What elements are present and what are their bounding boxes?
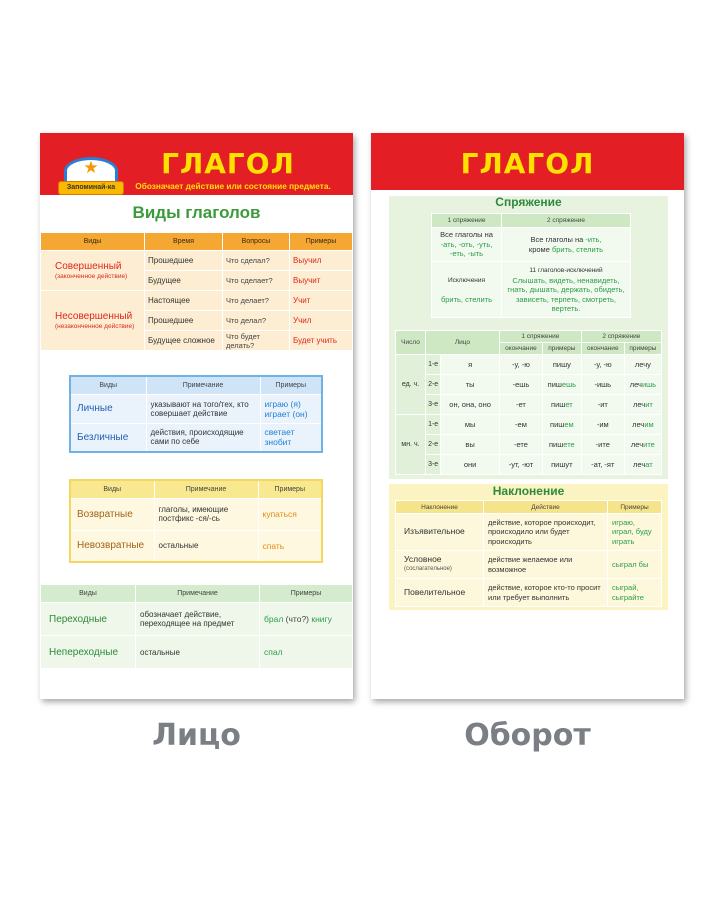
tense-cell: Будущее сложное	[145, 331, 223, 351]
example-cell: спал	[260, 636, 353, 669]
col-header: Число	[396, 331, 426, 355]
table-row	[396, 579, 662, 607]
ending-cell: -ишь	[581, 375, 624, 395]
note-cell: глаголы, имеющие постфикс -ся/-сь	[154, 498, 258, 530]
col-header: Примечание	[154, 480, 258, 498]
note-cell: указывают на того/тех, кто совершает действие	[146, 394, 260, 423]
aspect-kind-perfect	[41, 251, 145, 291]
example-cell	[542, 395, 581, 415]
ending-cell: -у, -ю	[499, 355, 542, 375]
logo-ribbon: Запоминай-ка	[58, 181, 124, 195]
table-header-row	[41, 233, 353, 251]
exceptions-label: Исключения	[447, 276, 486, 284]
endings-table	[395, 330, 662, 475]
col-header: Виды	[41, 233, 145, 251]
table-header-row	[396, 331, 662, 343]
ending-cell: -у, -ю	[581, 355, 624, 375]
conjugation-rules-table	[431, 213, 631, 318]
example-stem: леч	[633, 460, 646, 469]
kind-label: Личные	[70, 394, 146, 423]
pronoun-cell: мы	[441, 415, 500, 435]
transitive-table	[40, 584, 353, 669]
col-header: Примеры	[260, 585, 353, 603]
mood-kind	[396, 551, 484, 579]
note-cell: остальные	[154, 530, 258, 562]
mood-title: Наклонение	[492, 484, 565, 498]
table-row	[41, 251, 353, 271]
example-cell: Выучил	[290, 251, 353, 271]
ending-cell: -ит	[581, 395, 624, 415]
ending-cell: -ет	[499, 395, 542, 415]
table-header-row	[70, 480, 322, 498]
kind-label: Несовершенный	[55, 311, 133, 322]
number-label: мн. ч.	[396, 415, 426, 475]
person-cell: 3-е	[426, 395, 441, 415]
col-header: примеры	[542, 343, 581, 355]
table-row	[41, 636, 353, 669]
exceptions-cell	[432, 262, 502, 318]
example-ending: ет	[565, 400, 573, 409]
col-header: Примеры	[290, 233, 353, 251]
example-ending: ит	[645, 400, 653, 409]
example-cell	[542, 415, 581, 435]
table-row	[432, 228, 631, 262]
col-header: 2 спряжение	[581, 331, 661, 343]
example-ending: ат	[645, 460, 653, 469]
table-row	[396, 395, 662, 415]
example-cell: Будет учить	[290, 331, 353, 351]
example-verb: брал	[264, 614, 284, 624]
tense-cell: Прошедшее	[145, 311, 223, 331]
table-row	[396, 514, 662, 551]
kind-label: Невозвратные	[70, 530, 154, 562]
rule-endings: -ить,	[585, 235, 602, 244]
table-row	[70, 530, 322, 562]
note-cell: действия, происходящие сами по себе	[146, 423, 260, 452]
table-row	[396, 415, 662, 435]
kind-label: Безличные	[70, 423, 146, 452]
back-title: ГЛАГОЛ	[460, 147, 595, 180]
example-cell: Учил	[290, 311, 353, 331]
example-cell	[260, 603, 353, 636]
personal-table	[69, 375, 323, 453]
pronoun-cell: они	[441, 455, 500, 475]
col-header: Время	[145, 233, 223, 251]
tense-cell: Будущее	[145, 271, 223, 291]
ending-cell: -ете	[499, 435, 542, 455]
tense-cell: Настоящее	[145, 291, 223, 311]
rule-cell	[502, 228, 631, 262]
example-cell	[542, 455, 581, 475]
table-row	[70, 394, 322, 423]
col-header: Примеры	[258, 480, 322, 498]
example-stem: пишу	[552, 360, 571, 369]
person-cell: 2-е	[426, 375, 441, 395]
action-cell: действие, которое происходит, происходило или будет происходить	[484, 514, 608, 551]
exceptions-list: брить, стелить	[440, 294, 493, 304]
front-caption: Лицо	[152, 718, 241, 753]
kind-label: Совершенный	[55, 261, 122, 272]
ending-cell: -ите	[581, 435, 624, 455]
example-cell: сыграл бы	[608, 551, 662, 579]
aspect-kind-imperfect	[41, 291, 145, 351]
example-cell	[542, 355, 581, 375]
mood-kind: Повелительное	[396, 579, 484, 607]
col-header: 2 спряжение	[502, 214, 631, 228]
front-title: ГЛАГОЛ	[161, 147, 295, 180]
back-caption: Оборот	[464, 718, 591, 753]
ending-cell: -ат, -ят	[581, 455, 624, 475]
example-cell: спать	[258, 530, 322, 562]
ending-cell: -ешь	[499, 375, 542, 395]
mood-kind: Изъявительное	[396, 514, 484, 551]
pronoun-cell: я	[441, 355, 500, 375]
example-ending: ешь	[561, 380, 577, 389]
example-cell: светает знобит	[260, 423, 322, 452]
kind-label: Переходные	[41, 603, 136, 636]
front-heading: Виды глаголов	[132, 203, 261, 222]
example-stem: пиш	[548, 440, 564, 449]
col-header: 1 спряжение	[499, 331, 581, 343]
example-cell	[624, 415, 661, 435]
zapominayka-logo	[58, 153, 124, 199]
person-cell: 1-е	[426, 355, 441, 375]
col-header: Примеры	[608, 501, 662, 514]
ending-cell: -ут, -ют	[499, 455, 542, 475]
example-cell	[624, 435, 661, 455]
example-cell: купаться	[258, 498, 322, 530]
mood-table	[395, 500, 662, 607]
example-cell: Выучит	[290, 271, 353, 291]
kind-label: Непереходные	[41, 636, 136, 669]
col-header: окончание	[581, 343, 624, 355]
table-row	[396, 355, 662, 375]
col-header: Действие	[484, 501, 608, 514]
note-cell: остальные	[136, 636, 260, 669]
example-stem: пишут	[551, 460, 573, 469]
mood-kind-label: Условное	[404, 554, 442, 564]
col-header: окончание	[499, 343, 542, 355]
example-cell	[624, 355, 661, 375]
example-question: (что?)	[285, 614, 310, 624]
example-cell: играю (я) играет (он)	[260, 394, 322, 423]
example-stem: лечу	[634, 360, 651, 369]
col-header: Виды	[70, 480, 154, 498]
table-row	[432, 262, 631, 318]
example-cell	[542, 435, 581, 455]
front-subtitle: Обозначает действие или состояние предмета.	[135, 181, 331, 191]
pronoun-cell: он, она, оно	[441, 395, 500, 415]
example-ending: ишь	[641, 380, 657, 389]
table-header-row	[41, 585, 353, 603]
question-cell: Что сделал?	[223, 251, 290, 271]
kind-label: Возвратные	[70, 498, 154, 530]
col-header: Вопросы	[223, 233, 290, 251]
reflexive-table	[69, 479, 323, 563]
rule-text: Все глаголы на	[440, 230, 493, 240]
question-cell: Что сделает?	[223, 271, 290, 291]
table-row	[70, 423, 322, 452]
note-cell: обозначает действие, переходящее на предмет	[136, 603, 260, 636]
col-header: 1 спряжение	[432, 214, 502, 228]
example-cell	[542, 375, 581, 395]
person-cell: 2-е	[426, 435, 441, 455]
tense-cell: Прошедшее	[145, 251, 223, 271]
example-stem: леч	[630, 440, 644, 449]
example-stem: леч	[632, 400, 646, 409]
rule-endings: -ать, -оть, -уть, -еть, -ыть	[440, 239, 493, 259]
col-header: Примечание	[136, 585, 260, 603]
pronoun-cell: ты	[441, 375, 500, 395]
ending-cell: -ем	[499, 415, 542, 435]
col-header: Наклонение	[396, 501, 484, 514]
person-cell: 3-е	[426, 455, 441, 475]
rule-text: кроме	[528, 244, 550, 254]
col-header: примеры	[624, 343, 661, 355]
question-cell: Что будет делать?	[223, 331, 290, 351]
kind-note: (законченное действие)	[55, 273, 128, 280]
pronoun-cell: вы	[441, 435, 500, 455]
number-label: ед. ч.	[396, 355, 426, 415]
rule-cell	[432, 228, 502, 262]
conjugation-title: Спряжение	[495, 195, 562, 209]
example-ending: ете	[563, 440, 575, 449]
table-row	[41, 291, 353, 311]
kind-note: (незаконченное действие)	[55, 323, 135, 330]
example-stem: пиш	[547, 380, 562, 389]
col-header: Виды	[70, 376, 146, 394]
example-cell	[624, 455, 661, 475]
star-icon: ★	[83, 158, 99, 177]
example-cell: играю, играл, буду играть	[608, 514, 662, 551]
ending-cell: -им	[581, 415, 624, 435]
rule-text: Все глаголы на	[530, 235, 584, 244]
col-header: Примеры	[260, 376, 322, 394]
col-header: Виды	[41, 585, 136, 603]
example-cell	[624, 375, 661, 395]
exceptions-list: Слышать, видеть, ненавидеть, гнать, дышать, держать, обидеть, зависеть, терпеть, смотреть, вертеть.	[507, 275, 625, 314]
example-ending: ите	[643, 440, 655, 449]
example-ending: ем	[564, 420, 574, 429]
table-row	[70, 498, 322, 530]
col-header: Лицо	[426, 331, 500, 355]
exceptions-label: 11 глаголов-исключений	[529, 267, 603, 275]
back-card	[371, 133, 684, 699]
rule-exceptions: брить, стелить	[551, 244, 604, 254]
table-row	[41, 603, 353, 636]
example-stem: пиш	[551, 400, 566, 409]
front-card	[40, 133, 353, 699]
table-row	[396, 435, 662, 455]
action-cell: действие желаемое или возможное	[484, 551, 608, 579]
example-cell: сыграй, сыграйте	[608, 579, 662, 607]
aspect-table	[40, 232, 353, 351]
action-cell: действие, которое кто-то просит или требует выполнить	[484, 579, 608, 607]
example-ending: им	[644, 420, 654, 429]
example-stem: леч	[629, 380, 642, 389]
table-row	[396, 551, 662, 579]
example-cell	[624, 395, 661, 415]
example-stem: пиш	[550, 420, 565, 429]
example-stem: леч	[632, 420, 645, 429]
table-row	[396, 375, 662, 395]
mood-kind-note: (сослагательное)	[404, 565, 452, 572]
table-header-row	[432, 214, 631, 228]
col-header: Примечание	[146, 376, 260, 394]
question-cell: Что делал?	[223, 311, 290, 331]
example-object: книгу	[311, 614, 332, 624]
exceptions-cell	[502, 262, 631, 318]
example-cell: Учит	[290, 291, 353, 311]
question-cell: Что делает?	[223, 291, 290, 311]
person-cell: 1-е	[426, 415, 441, 435]
table-header-row	[70, 376, 322, 394]
table-row	[396, 455, 662, 475]
table-header-row	[396, 501, 662, 514]
